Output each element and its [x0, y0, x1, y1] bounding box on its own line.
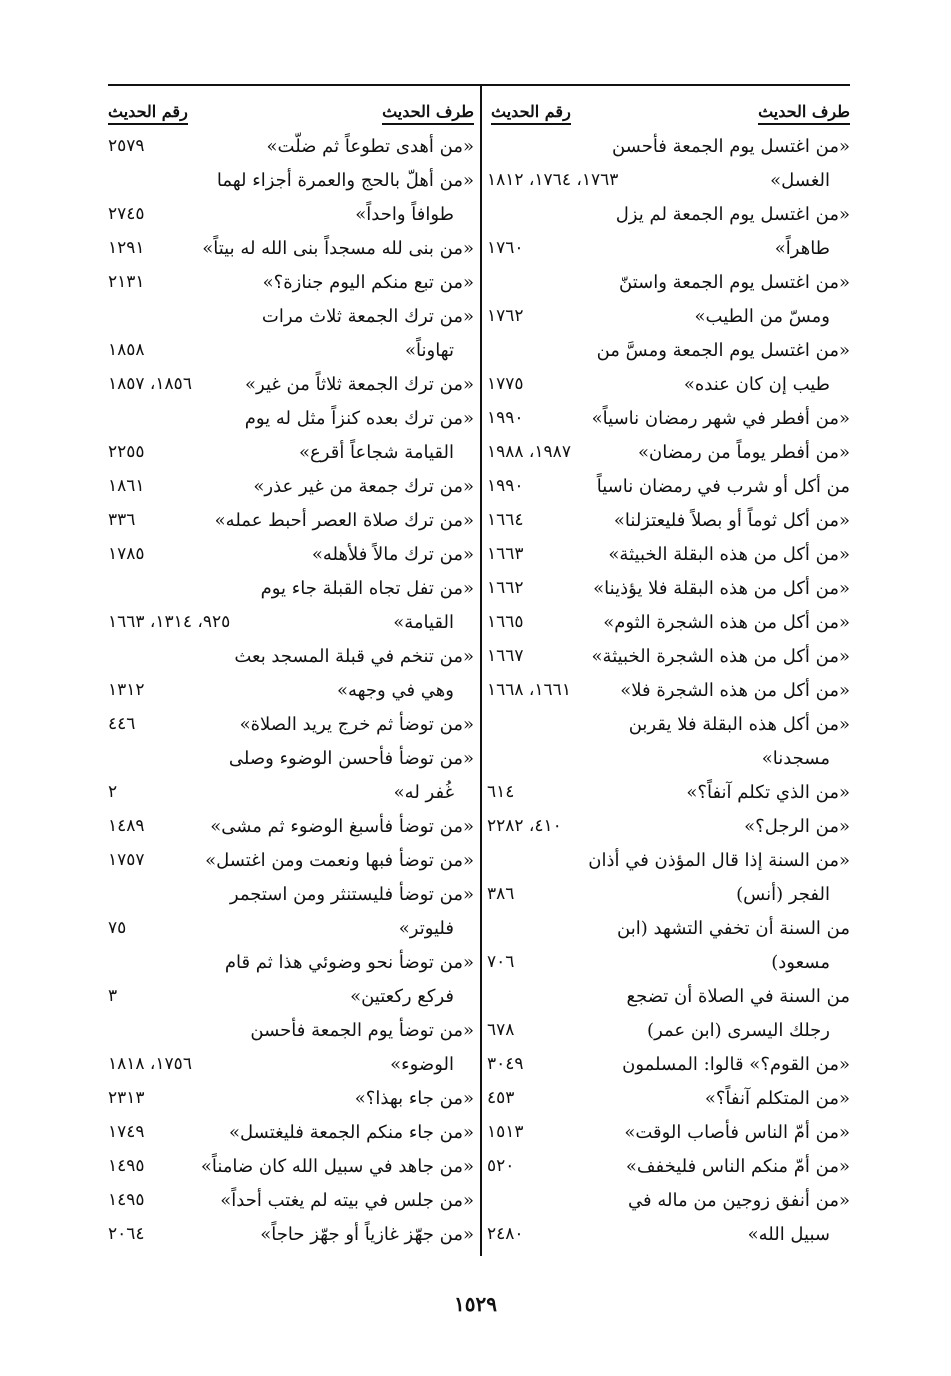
- index-entry: [108, 778, 474, 812]
- index-entry: [487, 200, 850, 234]
- index-entry: [487, 438, 850, 472]
- hadith-text: «من أهلّ بالحج والعمرة أجزاء لهما: [216, 170, 474, 191]
- hadith-text: «من الرجل؟»: [744, 816, 850, 837]
- index-entry: [487, 302, 850, 336]
- header-hadith-number: رقم الحديث: [491, 102, 571, 125]
- index-entry: [108, 1118, 474, 1152]
- hadith-text: من أكل أو شرب في رمضان ناسياً: [596, 476, 850, 497]
- hadith-number: ٥٢٠: [487, 1156, 515, 1176]
- index-entry: [108, 302, 474, 336]
- hadith-text: غُفر له»: [393, 782, 454, 803]
- hadith-text: «من ترك مالاً فلأهله»: [311, 544, 474, 565]
- hadith-text: «من الذي تكلم آنفاً؟»: [686, 782, 850, 803]
- index-entry: [108, 744, 474, 778]
- index-entry: [487, 166, 850, 200]
- hadith-text: «من اغتسل يوم الجمعة لم يزل: [615, 204, 850, 225]
- index-entry: [108, 982, 474, 1016]
- index-entry: [108, 234, 474, 268]
- hadith-number: ٢٠٦٤: [108, 1224, 145, 1244]
- hadith-number: ٦٧٨: [487, 1020, 515, 1040]
- index-entry: [487, 1016, 850, 1050]
- index-entry: [487, 132, 850, 166]
- hadith-number: ١٦٦٣: [487, 544, 524, 564]
- hadith-text: «من بنى لله مسجداً بنى الله له بيتاً»: [202, 238, 474, 259]
- hadith-number: ١٧٨٥: [108, 544, 145, 564]
- hadith-number: ١٧٥٧: [108, 850, 145, 870]
- index-entry: [487, 812, 850, 846]
- index-entry: [108, 1084, 474, 1118]
- index-entry: [487, 1152, 850, 1186]
- index-entry: [108, 812, 474, 846]
- hadith-number: ١٦٦٢: [487, 578, 524, 598]
- hadith-text: «من ترك الجمعة ثلاثاً من غير»: [245, 374, 474, 395]
- hadith-number: ٣: [108, 986, 118, 1006]
- hadith-text: «من تفل تجاه القبلة جاء يوم: [260, 578, 474, 599]
- index-entry: [487, 880, 850, 914]
- right-rows: [487, 132, 850, 1254]
- index-entry: [108, 268, 474, 302]
- index-entry: [487, 1050, 850, 1084]
- hadith-number: ١٩٩٠: [487, 476, 524, 496]
- hadith-text: «من أكل من هذه الشجرة فلا»: [620, 680, 850, 701]
- hadith-number: ١٢٩١: [108, 238, 145, 258]
- hadith-number: ١٦٦١، ١٦٦٨: [487, 680, 571, 700]
- hadith-number: ٤٥٣: [487, 1088, 515, 1108]
- index-entry: [487, 1220, 850, 1254]
- index-entry: [108, 846, 474, 880]
- index-entry: [487, 744, 850, 778]
- hadith-number: ٧٠٦: [487, 952, 515, 972]
- hadith-number: ١٧٦٠: [487, 238, 524, 258]
- hadith-number: ١٦٦٧: [487, 646, 524, 666]
- index-entry: [487, 472, 850, 506]
- index-entry: [108, 506, 474, 540]
- hadith-text: «من ترك الجمعة ثلاث مرات: [261, 306, 474, 327]
- page-number: ١٥٢٩: [454, 1292, 497, 1316]
- right-column-header: [487, 92, 850, 132]
- hadith-text: «من أنفق زوجين من ماله في: [628, 1190, 850, 1211]
- hadith-number: ١٦٦٥: [487, 612, 524, 632]
- hadith-number: ٣٨٦: [487, 884, 515, 904]
- hadith-number: ٢٤٨٠: [487, 1224, 524, 1244]
- hadith-text: «من القوم؟» قالوا: المسلمون: [622, 1054, 850, 1075]
- index-entry: [108, 608, 474, 642]
- index-entry: [108, 948, 474, 982]
- hadith-text: «من ترك بعده كنزاً مثل له يوم: [244, 408, 474, 429]
- hadith-number: ٤١٠، ٢٢٨٢: [487, 816, 562, 836]
- hadith-text: «من أفطر في شهر رمضان ناسياً»: [591, 408, 850, 429]
- index-entry: [487, 404, 850, 438]
- index-entry: [108, 200, 474, 234]
- index-entry: [108, 574, 474, 608]
- hadith-number: ٤٤٦: [108, 714, 136, 734]
- index-entry: [108, 710, 474, 744]
- index-entry: [487, 1186, 850, 1220]
- index-entry: [108, 642, 474, 676]
- hadith-number: ١٧٤٩: [108, 1122, 145, 1142]
- index-entry: [108, 166, 474, 200]
- hadith-number: ١٧٦٣، ١٧٦٤، ١٨١٢: [487, 170, 619, 190]
- hadith-text: «من أكل ثوماً أو بصلاً فليعتزلنا»: [613, 510, 850, 531]
- index-entry: [108, 540, 474, 574]
- header-hadith-number: رقم الحديث: [108, 102, 188, 125]
- hadith-text: «من أكل هذه البقلة فلا يقربن: [628, 714, 850, 735]
- index-entry: [487, 642, 850, 676]
- hadith-text: «من توضأ ثم خرج يريد الصلاة»: [239, 714, 474, 735]
- index-entry: [108, 336, 474, 370]
- index-entry: [108, 404, 474, 438]
- index-entry: [487, 234, 850, 268]
- hadith-text: «من أفطر يوماً من رمضان»: [638, 442, 850, 463]
- index-entry: [108, 472, 474, 506]
- hadith-number: ٢٧٤٥: [108, 204, 145, 224]
- hadith-text: سبيل الله»: [747, 1224, 830, 1245]
- index-entry: [487, 914, 850, 948]
- index-entry: [108, 1220, 474, 1254]
- hadith-text: الوضوء»: [390, 1054, 454, 1075]
- hadith-text: «من جهّز غازياً أو جهّز حاجاً»: [260, 1224, 474, 1245]
- index-entry: [108, 880, 474, 914]
- hadith-text: «من ترك صلاة العصر أحبط عمله»: [214, 510, 474, 531]
- index-entry: [487, 846, 850, 880]
- hadith-number: ١٦٦٤: [487, 510, 524, 530]
- column-divider: [480, 84, 482, 1256]
- header-hadith-end: طرف الحديث: [382, 102, 474, 125]
- hadith-number: ١٥١٣: [487, 1122, 524, 1142]
- left-column: [108, 92, 474, 1254]
- hadith-text: «من جلس في بيته لم يغتب أحداً»: [220, 1190, 474, 1211]
- index-entry: [108, 370, 474, 404]
- hadith-number: ٢: [108, 782, 118, 802]
- hadith-number: ١٤٨٩: [108, 816, 145, 836]
- hadith-number: ٢١٣١: [108, 272, 145, 292]
- hadith-text: «من توضأ فأحسن الوضوء وصلى: [228, 748, 474, 769]
- index-entry: [487, 948, 850, 982]
- index-entry: [108, 914, 474, 948]
- hadith-number: ٣٣٦: [108, 510, 136, 530]
- hadith-text: من السنة أن تخفي التشهد (ابن: [617, 918, 850, 939]
- hadith-text: تهاوناً»: [405, 340, 454, 361]
- hadith-text: فركع ركعتين»: [350, 986, 454, 1007]
- index-entry: [108, 676, 474, 710]
- index-entry: [108, 1152, 474, 1186]
- hadith-text: وهي في وجهه»: [336, 680, 454, 701]
- hadith-number: ١٨٥٦، ١٨٥٧: [108, 374, 192, 394]
- index-entry: [487, 540, 850, 574]
- hadith-text: «من اغتسل يوم الجمعة ومسَّ من: [596, 340, 850, 361]
- index-entry: [108, 1186, 474, 1220]
- hadith-text: ومسّ من الطيب»: [694, 306, 830, 327]
- hadith-text: طيب إن كان عنده»: [683, 374, 830, 395]
- hadith-text: «من توضأ يوم الجمعة فأحسن: [250, 1020, 474, 1041]
- hadith-text: «من توضأ فأسبغ الوضوء ثم مشى»: [210, 816, 474, 837]
- hadith-number: ١٨٥٨: [108, 340, 145, 360]
- hadith-text: «من جاهد في سبيل الله كان ضامناً»: [200, 1156, 474, 1177]
- index-entry: [487, 608, 850, 642]
- hadith-text: «من ترك جمعة من غير عذر»: [253, 476, 474, 497]
- index-entry: [487, 982, 850, 1016]
- hadith-text: «من تبع منكم اليوم جنازة؟»: [262, 272, 474, 293]
- index-entry: [487, 336, 850, 370]
- hadith-text: «من تنخم في قبلة المسجد بعث: [234, 646, 474, 667]
- hadith-text: «من أمّ الناس فأصاب الوقت»: [624, 1122, 850, 1143]
- hadith-text: رجلك اليسرى (ابن عمر): [647, 1020, 830, 1041]
- hadith-text: «من توضأ فليستنثر ومن استجمر: [229, 884, 474, 905]
- hadith-number: ٦١٤: [487, 782, 515, 802]
- index-entry: [108, 1050, 474, 1084]
- hadith-number: ١٧٧٥: [487, 374, 524, 394]
- right-column: [487, 92, 850, 1254]
- hadith-number: ١٤٩٥: [108, 1156, 145, 1176]
- index-entry: [487, 1118, 850, 1152]
- hadith-text: الفجر (أنس): [736, 884, 830, 905]
- hadith-text: «من اغتسل يوم الجمعة فأحسن: [611, 136, 850, 157]
- header-hadith-end: طرف الحديث: [758, 102, 850, 125]
- hadith-text: «من أمّ منكم الناس فليخفف»: [625, 1156, 850, 1177]
- index-entry: [487, 574, 850, 608]
- index-entry: [487, 506, 850, 540]
- hadith-text: من السنة في الصلاة أن تضجع: [626, 986, 850, 1007]
- hadith-text: «من أكل من هذه البقلة فلا يؤذينا»: [593, 578, 850, 599]
- hadith-text: طوافاً واحداً»: [355, 204, 454, 225]
- hadith-text: الغسل»: [770, 170, 830, 191]
- index-entry: [108, 1016, 474, 1050]
- index-entry: [487, 370, 850, 404]
- hadith-number: ٧٥: [108, 918, 127, 938]
- hadith-text: «من اغتسل يوم الجمعة واستنّ: [619, 272, 850, 293]
- hadith-number: ١٩٩٠: [487, 408, 524, 428]
- hadith-text: القيامة»: [393, 612, 454, 633]
- index-entry: [487, 778, 850, 812]
- left-column-header: [108, 92, 474, 132]
- index-entry: [108, 132, 474, 166]
- hadith-text: طاهراً»: [774, 238, 830, 259]
- hadith-number: ١٧٦٢: [487, 306, 524, 326]
- left-rows: [108, 132, 474, 1254]
- index-entry: [487, 1084, 850, 1118]
- hadith-number: ١٧٥٦، ١٨١٨: [108, 1054, 192, 1074]
- hadith-number: ٩٢٥، ١٣١٤، ١٦٦٣: [108, 612, 231, 632]
- top-rule: [108, 84, 850, 86]
- hadith-number: ٢٥٧٩: [108, 136, 145, 156]
- hadith-text: «من أكل من هذه الشجرة الثوم»: [603, 612, 850, 633]
- hadith-text: «من توضأ نحو وضوئي هذا ثم قام: [224, 952, 474, 973]
- hadith-text: القيامة شجاعاً أقرع»: [299, 442, 454, 463]
- hadith-number: ١٣١٢: [108, 680, 145, 700]
- hadith-number: ٢٢٥٥: [108, 442, 145, 462]
- index-entry: [487, 268, 850, 302]
- hadith-text: «من المتكلم آنفاً؟»: [704, 1088, 850, 1109]
- hadith-number: ٣٠٤٩: [487, 1054, 524, 1074]
- hadith-text: «من السنة إذا قال المؤذن في أذان: [588, 850, 850, 871]
- hadith-text: «من أكل من هذه الشجرة الخبيثة»: [591, 646, 850, 667]
- hadith-text: «من توضأ فبها ونعمت ومن اغتسل»: [205, 850, 474, 871]
- hadith-number: ١٨٦١: [108, 476, 145, 496]
- hadith-text: «من جاء بهذا؟»: [354, 1088, 474, 1109]
- hadith-number: ١٩٨٧، ١٩٨٨: [487, 442, 571, 462]
- index-entry: [108, 438, 474, 472]
- hadith-number: ١٤٩٥: [108, 1190, 145, 1210]
- hadith-text: مسجدنا»: [761, 748, 830, 769]
- index-entry: [487, 710, 850, 744]
- hadith-number: ٢٣١٣: [108, 1088, 145, 1108]
- hadith-text: «من أهدى تطوعاً ثم ضلّت»: [266, 136, 474, 157]
- index-entry: [487, 676, 850, 710]
- hadith-text: مسعود): [771, 952, 830, 973]
- hadith-text: «من أكل من هذه البقلة الخبيثة»: [608, 544, 850, 565]
- hadith-text: فليوتر»: [398, 918, 454, 939]
- hadith-text: «من جاء منكم الجمعة فليغتسل»: [229, 1122, 474, 1143]
